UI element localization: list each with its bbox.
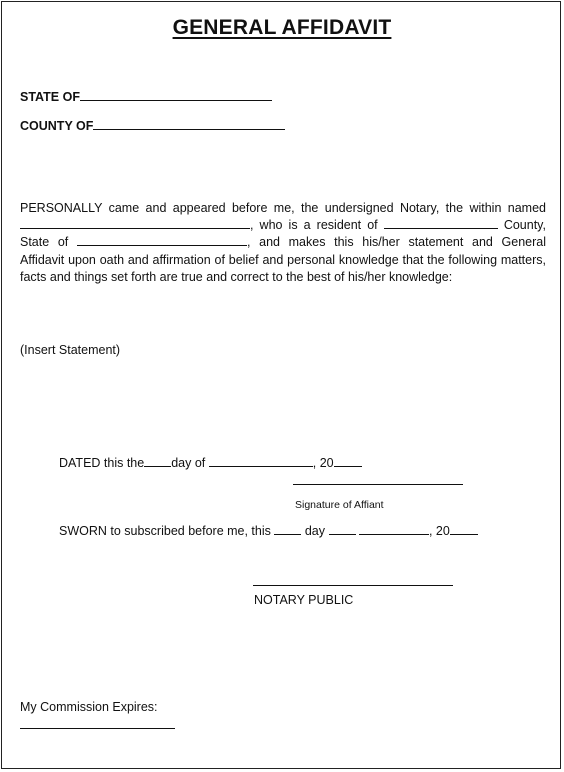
sworn-year-blank[interactable] [450, 523, 478, 535]
dated-month-blank[interactable] [209, 455, 313, 467]
state-of-residence-blank[interactable] [77, 234, 247, 246]
signature-line[interactable] [293, 484, 463, 485]
dated-day-word: day of [171, 456, 206, 470]
state-label: STATE OF [20, 90, 80, 104]
resident-blank[interactable] [384, 217, 498, 229]
sworn-year-prefix: , 20 [428, 524, 450, 538]
state-blank[interactable] [80, 89, 272, 101]
notary-public-label: NOTARY PUBLIC [254, 593, 354, 607]
county-field [20, 118, 285, 133]
affiant-name-blank[interactable] [20, 217, 250, 229]
county-blank[interactable] [93, 118, 285, 130]
dated-line [59, 455, 362, 470]
paragraph-text-2: , who is a resident of [250, 218, 378, 233]
state-field [20, 89, 272, 104]
sworn-prefix: SWORN to subscribed before me, this [59, 524, 271, 538]
document-border [1, 1, 561, 769]
sworn-line [59, 523, 478, 538]
paragraph-text-3: County, State of [20, 218, 546, 250]
sworn-day-word: day [304, 524, 326, 538]
commission-expires-label: My Commission Expires: [20, 700, 158, 714]
sworn-day-blank[interactable] [274, 523, 301, 535]
dated-year-blank[interactable] [334, 455, 362, 467]
title-text: GENERAL AFFIDAVIT [172, 16, 392, 39]
county-label: COUNTY OF [20, 119, 94, 133]
dated-year-prefix: , 20 [312, 456, 334, 470]
notary-signature-line[interactable] [253, 585, 453, 586]
affidavit-paragraph [20, 200, 546, 286]
sworn-month-blank[interactable] [359, 523, 429, 535]
sworn-day2-blank[interactable] [329, 523, 356, 535]
commission-expires-blank[interactable] [20, 728, 175, 729]
dated-day-blank[interactable] [144, 455, 171, 467]
paragraph-text-1: PERSONALLY came and appeared before me, the undersigned Notary, the within named [20, 201, 546, 215]
insert-statement-placeholder: (Insert Statement) [20, 343, 121, 357]
paragraph-text-4: , and makes this his/her statement and General Affidavit upon oath and affirmation of belief and personal knowledge that the following matters, facts and things set forth are true and correct to the best of his/her knowledge: [20, 235, 546, 284]
document-title [0, 16, 564, 40]
signature-label: Signature of Affiant [295, 499, 384, 511]
dated-prefix: DATED this the [59, 456, 145, 470]
